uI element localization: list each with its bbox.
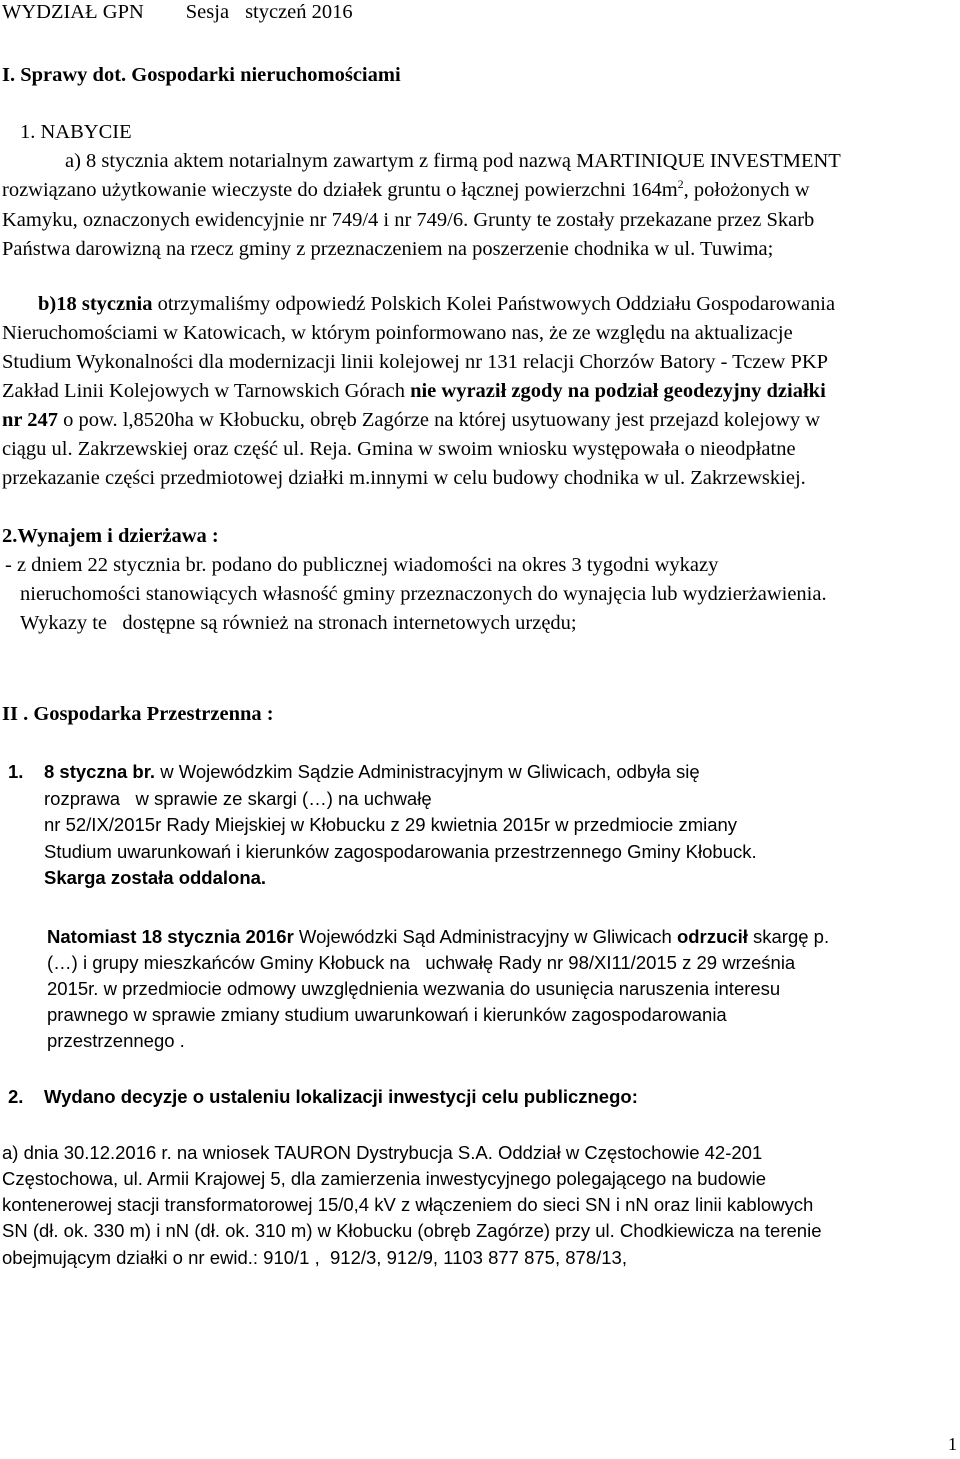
planning-item-2-heading: 2. Wydano decyzje o ustaleniu lokalizacji inwestycji celu publicznego:	[8, 1086, 638, 1107]
paragraph-b-date: b)18 stycznia	[38, 293, 153, 315]
court-date: 8 styczna br.	[44, 761, 156, 782]
decision-a-line: a) dnia 30.12.2016 r. na wniosek TAURON Dystrybucja S.A. Oddział w Częstochowie 42-201	[2, 1142, 763, 1163]
ruling-line: prawnego w sprawie zmiany studium uwarunkowań i kierunków zagospodarowania	[47, 1004, 727, 1025]
paragraph-b-line: Studium Wykonalności dla modernizacji linii kolejowej nr 131 relacji Chorzów Batory - Tczew PKP	[2, 351, 829, 373]
section-2-title: II . Gospodarka Przestrzenna :	[2, 703, 274, 725]
paragraph-a-line: Kamyku, oznaczonych ewidencyjnie nr 749/4 i nr 749/6. Grunty te zostały przekazane przez Skarb	[2, 209, 815, 231]
session-label: Sesja	[185, 1, 230, 23]
paragraph-b-line: ciągu ul. Zakrzewskiej oraz część ul. Reja. Gmina w swoim wniosku występowała o nieodpłatne	[2, 438, 796, 460]
paragraph-b-line: Nieruchomościami w Katowicach, w którym poinformowano nas, że ze względu na aktualizacje	[2, 322, 793, 344]
item-2-heading: 2.Wynajem i dzierżawa :	[2, 525, 219, 547]
decision-a-line: SN (dł. ok. 330 m) i nN (dł. ok. 310 m) w Kłobucku (obręb Zagórze) przy ul. Chodkiewicza na terenie	[2, 1220, 822, 1241]
paragraph-b-line: nr 247 o pow. l,8520ha w Kłobucku, obręb Zagórze na której usytuowany jest przejazd kolejowy w	[2, 409, 821, 431]
planning-item-1-line: Studium uwarunkowań i kierunków zagospodarowania przestrzennego Gminy Kłobuck.	[44, 841, 757, 862]
paragraph-a-line: Państwa darowizną na rzecz gminy z przeznaczeniem na poszerzenie chodnika w ul. Tuwima;	[2, 238, 774, 260]
ruling-line: Natomiast 18 stycznia 2016r Wojewódzki Sąd Administracyjny w Gliwicach odrzucił skargę p.	[47, 926, 830, 947]
item-number: 1.	[8, 761, 24, 782]
planning-item-1-line: nr 52/IX/2015r Rady Miejskiej w Kłobucku z 29 kwietnia 2015r w przedmiocie zmiany	[44, 814, 738, 835]
decision-a-line: obejmującym działki o nr ewid.: 910/1 , 912/3, 912/9, 1103 877 875, 878/13,	[2, 1247, 627, 1268]
paragraph-a-line: a) 8 stycznia aktem notarialnym zawartym z firmą pod nazwą MARTINIQUE INVESTMENT	[65, 150, 841, 172]
paragraph-b-line: Zakład Linii Kolejowych w Tarnowskich Górach nie wyraził zgody na podział geodezyjny działki	[2, 380, 826, 402]
ruling-date: Natomiast 18 stycznia 2016r	[47, 926, 294, 947]
ruling-verdict: odrzucił	[676, 926, 748, 947]
rental-line: Wykazy te dostępne są również na stronach internetowych urzędu;	[20, 612, 577, 634]
plot-number: nr 247	[2, 409, 59, 431]
rental-line: - z dniem 22 stycznia br. podano do publicznej wiadomości na okres 3 tygodni wykazy	[5, 554, 719, 576]
paragraph-b-line: przekazanie części przedmiotowej działki m.innymi w celu budowy chodnika w ul. Zakrzewskiej.	[2, 467, 806, 489]
item-number: 2.	[8, 1086, 24, 1107]
ruling-line: przestrzennego .	[47, 1030, 185, 1051]
ruling-line: 2015r. w przedmiocie odmowy uwzględnienia wezwania do usunięcia naruszenia interesu	[47, 978, 781, 999]
session-date: styczeń 2016	[245, 1, 353, 23]
paragraph-b-line: b)18 stycznia otrzymaliśmy odpowiedź Polskich Kolei Państwowych Oddziału Gospodarowania	[38, 293, 836, 315]
paragraph-a-line: rozwiązano użytkowanie wieczyste do działek gruntu o łącznej powierzchni $164m^2$, położonych w	[2, 177, 810, 201]
planning-item-1-line: rozprawa w sprawie ze skargi (…) na uchwałę	[44, 788, 432, 809]
document-header	[2, 2, 353, 23]
item-1-heading: 1. NABYCIE	[20, 121, 132, 143]
refusal-emphasis: nie wyraził zgody na podział geodezyjny działki	[410, 380, 826, 402]
decision-a-line: kontenerowej stacji transformatorowej 15/0,4 kV z włączeniem do sieci SN i nN oraz linii kablowych	[2, 1194, 814, 1215]
planning-item-1-line: 1. 8 styczna br. w Wojewódzkim Sądzie Administracyjnym w Gliwicach, odbyła się	[8, 761, 700, 782]
section-1-title: I. Sprawy dot. Gospodarki nieruchomościami	[2, 64, 401, 86]
decision-a-line: Częstochowa, ul. Armii Krajowej 5, dla zamierzenia inwestycyjnego polegającego na budowie	[2, 1168, 767, 1189]
area-superscript: 2	[677, 177, 684, 191]
complaint-result: Skarga została oddalona.	[44, 867, 267, 888]
ruling-line: (…) i grupy mieszkańców Gminy Kłobuck na uchwałę Rady nr 98/XI11/2015 z 29 września	[47, 952, 796, 973]
rental-line: nieruchomości stanowiących własność gminy przeznaczonych do wynajęcia lub wydzierżawienia.	[20, 583, 827, 605]
page-number: 1	[948, 1434, 957, 1454]
department-name: WYDZIAŁ GPN	[2, 1, 144, 23]
